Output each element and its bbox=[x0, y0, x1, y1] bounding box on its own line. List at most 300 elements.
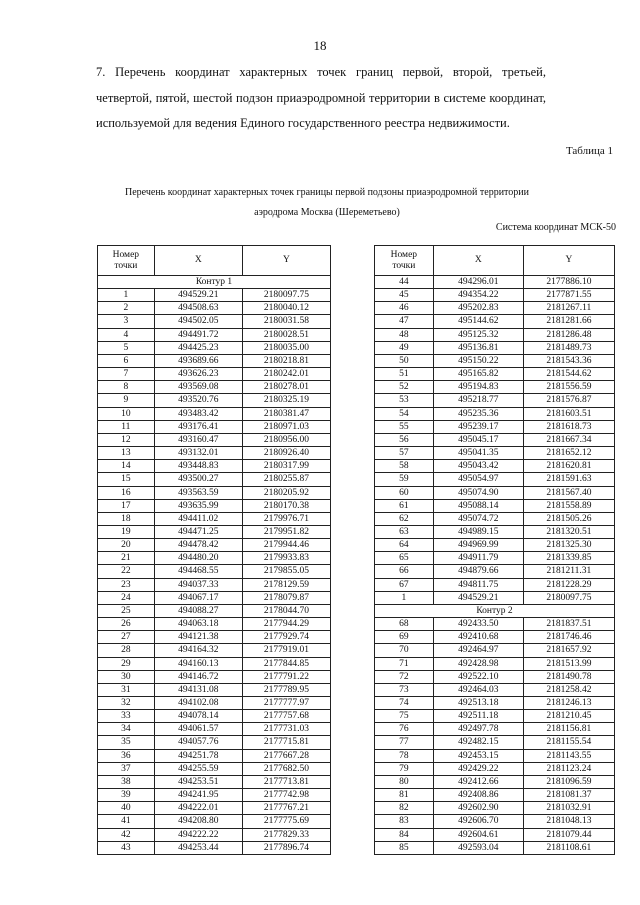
x-coordinate-cell: 494208.80 bbox=[154, 815, 242, 828]
y-coordinate-cell: 2177886.10 bbox=[523, 276, 614, 289]
table-row bbox=[375, 341, 615, 354]
y-coordinate-cell: 2181228.29 bbox=[523, 578, 614, 591]
point-number-cell: 41 bbox=[98, 815, 155, 828]
y-coordinate-cell: 2180028.51 bbox=[242, 328, 330, 341]
table-row bbox=[98, 394, 331, 407]
point-number-cell: 52 bbox=[375, 381, 434, 394]
point-number-cell: 47 bbox=[375, 315, 434, 328]
x-coordinate-cell: 492606.70 bbox=[433, 815, 523, 828]
x-coordinate-cell: 492497.78 bbox=[433, 723, 523, 736]
point-number-cell: 58 bbox=[375, 460, 434, 473]
x-coordinate-cell: 492433.50 bbox=[433, 618, 523, 631]
table-header-row bbox=[98, 246, 331, 276]
point-number-cell: 45 bbox=[375, 289, 434, 302]
point-number-cell: 55 bbox=[375, 420, 434, 433]
table-row bbox=[98, 604, 331, 617]
contour-row bbox=[375, 604, 615, 617]
point-number-cell: 60 bbox=[375, 486, 434, 499]
y-coordinate-cell: 2181576.87 bbox=[523, 394, 614, 407]
table-body bbox=[98, 276, 331, 855]
point-number-cell: 83 bbox=[375, 815, 434, 828]
point-number-cell: 82 bbox=[375, 802, 434, 815]
point-number-cell: 56 bbox=[375, 433, 434, 446]
table-row bbox=[98, 368, 331, 381]
x-coordinate-cell: 493448.83 bbox=[154, 460, 242, 473]
table-caption bbox=[92, 183, 562, 223]
table-row bbox=[98, 789, 331, 802]
x-coordinate-cell: 495136.81 bbox=[433, 341, 523, 354]
x-coordinate-cell: 494253.51 bbox=[154, 775, 242, 788]
point-number-cell: 1 bbox=[98, 289, 155, 302]
table-row bbox=[98, 328, 331, 341]
point-number-cell: 69 bbox=[375, 631, 434, 644]
section-heading bbox=[96, 60, 546, 137]
table-row bbox=[375, 328, 615, 341]
x-coordinate-cell: 493483.42 bbox=[154, 407, 242, 420]
table-row bbox=[98, 618, 331, 631]
x-coordinate-cell: 495054.97 bbox=[433, 473, 523, 486]
table-row bbox=[375, 802, 615, 815]
x-coordinate-cell: 494061.57 bbox=[154, 723, 242, 736]
x-coordinate-cell: 494529.21 bbox=[154, 289, 242, 302]
x-coordinate-cell: 494037.33 bbox=[154, 578, 242, 591]
point-number-cell: 46 bbox=[375, 302, 434, 315]
point-number-cell: 34 bbox=[98, 723, 155, 736]
point-number-cell: 65 bbox=[375, 552, 434, 565]
coordinate-system-label: Система координат МСК-50 bbox=[495, 222, 616, 233]
point-number-cell: 2 bbox=[98, 302, 155, 315]
table-row bbox=[375, 460, 615, 473]
y-coordinate-cell: 2177929.74 bbox=[242, 631, 330, 644]
table-row bbox=[98, 802, 331, 815]
y-coordinate-cell: 2181123.24 bbox=[523, 762, 614, 775]
x-coordinate-cell: 495235.36 bbox=[433, 407, 523, 420]
x-coordinate-cell: 492464.97 bbox=[433, 644, 523, 657]
x-coordinate-cell: 494911.79 bbox=[433, 552, 523, 565]
table-row bbox=[98, 710, 331, 723]
point-number-cell: 7 bbox=[98, 368, 155, 381]
table-row bbox=[98, 841, 331, 854]
point-number-cell: 30 bbox=[98, 670, 155, 683]
y-coordinate-cell: 2180040.12 bbox=[242, 302, 330, 315]
table-row bbox=[375, 657, 615, 670]
point-number-cell: 17 bbox=[98, 499, 155, 512]
point-number-cell: 70 bbox=[375, 644, 434, 657]
x-coordinate-cell: 494468.55 bbox=[154, 565, 242, 578]
x-coordinate-cell: 493520.76 bbox=[154, 394, 242, 407]
y-coordinate-cell: 2181267.11 bbox=[523, 302, 614, 315]
table-row bbox=[98, 631, 331, 644]
x-coordinate-cell: 494253.44 bbox=[154, 841, 242, 854]
point-number-cell: 48 bbox=[375, 328, 434, 341]
table-body bbox=[375, 276, 615, 855]
point-number-cell: 73 bbox=[375, 683, 434, 696]
y-coordinate-cell: 2177919.01 bbox=[242, 644, 330, 657]
header-y: Y bbox=[523, 246, 614, 276]
x-coordinate-cell: 494057.76 bbox=[154, 736, 242, 749]
table-row bbox=[98, 473, 331, 486]
x-coordinate-cell: 492604.61 bbox=[433, 828, 523, 841]
y-coordinate-cell: 2181339.85 bbox=[523, 552, 614, 565]
point-number-cell: 68 bbox=[375, 618, 434, 631]
y-coordinate-cell: 2181320.51 bbox=[523, 525, 614, 538]
y-coordinate-cell: 2180255.87 bbox=[242, 473, 330, 486]
point-number-cell: 63 bbox=[375, 525, 434, 538]
table-row bbox=[98, 723, 331, 736]
y-coordinate-cell: 2181544.62 bbox=[523, 368, 614, 381]
table-row bbox=[98, 775, 331, 788]
y-coordinate-cell: 2181286.48 bbox=[523, 328, 614, 341]
y-coordinate-cell: 2181079.44 bbox=[523, 828, 614, 841]
table-row bbox=[375, 447, 615, 460]
table-row bbox=[375, 368, 615, 381]
x-coordinate-cell: 495043.42 bbox=[433, 460, 523, 473]
point-number-cell: 59 bbox=[375, 473, 434, 486]
table-row bbox=[375, 710, 615, 723]
y-coordinate-cell: 2177844.85 bbox=[242, 657, 330, 670]
y-coordinate-cell: 2181746.46 bbox=[523, 631, 614, 644]
contour-label: Контур 1 bbox=[98, 276, 331, 289]
table-row bbox=[375, 499, 615, 512]
point-number-cell: 15 bbox=[98, 473, 155, 486]
y-coordinate-cell: 2180035.00 bbox=[242, 341, 330, 354]
y-coordinate-cell: 2181081.37 bbox=[523, 789, 614, 802]
table-row bbox=[98, 670, 331, 683]
y-coordinate-cell: 2180097.75 bbox=[242, 289, 330, 302]
point-number-cell: 29 bbox=[98, 657, 155, 670]
table-row bbox=[98, 762, 331, 775]
point-number-cell: 66 bbox=[375, 565, 434, 578]
y-coordinate-cell: 2181490.78 bbox=[523, 670, 614, 683]
x-coordinate-cell: 494354.22 bbox=[433, 289, 523, 302]
point-number-cell: 53 bbox=[375, 394, 434, 407]
table-row bbox=[98, 433, 331, 446]
table-row bbox=[375, 723, 615, 736]
x-coordinate-cell: 494160.13 bbox=[154, 657, 242, 670]
table-row bbox=[98, 381, 331, 394]
point-number-cell: 31 bbox=[98, 683, 155, 696]
y-coordinate-cell: 2181281.66 bbox=[523, 315, 614, 328]
table-header-row bbox=[375, 246, 615, 276]
x-coordinate-cell: 494222.01 bbox=[154, 802, 242, 815]
x-coordinate-cell: 492593.04 bbox=[433, 841, 523, 854]
table-row bbox=[375, 762, 615, 775]
point-number-cell: 21 bbox=[98, 552, 155, 565]
x-coordinate-cell: 494480.20 bbox=[154, 552, 242, 565]
table-row bbox=[98, 447, 331, 460]
table-row bbox=[98, 539, 331, 552]
table-row bbox=[98, 302, 331, 315]
y-coordinate-cell: 2181603.51 bbox=[523, 407, 614, 420]
table-row bbox=[98, 341, 331, 354]
table-row bbox=[98, 657, 331, 670]
x-coordinate-cell: 494078.14 bbox=[154, 710, 242, 723]
y-coordinate-cell: 2178044.70 bbox=[242, 604, 330, 617]
table-row bbox=[375, 473, 615, 486]
y-coordinate-cell: 2181652.12 bbox=[523, 447, 614, 460]
y-coordinate-cell: 2180381.47 bbox=[242, 407, 330, 420]
table-row bbox=[375, 486, 615, 499]
caption-line: Перечень координат характерных точек границы первой подзоны приаэродромной территории bbox=[125, 187, 529, 198]
y-coordinate-cell: 2179933.83 bbox=[242, 552, 330, 565]
coordinates-table-right bbox=[374, 245, 615, 855]
point-number-cell: 10 bbox=[98, 407, 155, 420]
point-number-cell: 11 bbox=[98, 420, 155, 433]
x-coordinate-cell: 495202.83 bbox=[433, 302, 523, 315]
y-coordinate-cell: 2179951.82 bbox=[242, 525, 330, 538]
point-number-cell: 74 bbox=[375, 697, 434, 710]
x-coordinate-cell: 494425.23 bbox=[154, 341, 242, 354]
point-number-cell: 43 bbox=[98, 841, 155, 854]
table-row bbox=[375, 815, 615, 828]
header-x: X bbox=[154, 246, 242, 276]
y-coordinate-cell: 2179855.05 bbox=[242, 565, 330, 578]
x-coordinate-cell: 492429.22 bbox=[433, 762, 523, 775]
x-coordinate-cell: 494131.08 bbox=[154, 683, 242, 696]
y-coordinate-cell: 2181032.91 bbox=[523, 802, 614, 815]
y-coordinate-cell: 2181657.92 bbox=[523, 644, 614, 657]
table-row bbox=[375, 683, 615, 696]
point-number-cell: 54 bbox=[375, 407, 434, 420]
point-number-cell: 23 bbox=[98, 578, 155, 591]
point-number-cell: 16 bbox=[98, 486, 155, 499]
x-coordinate-cell: 495088.14 bbox=[433, 499, 523, 512]
y-coordinate-cell: 2181620.81 bbox=[523, 460, 614, 473]
point-number-cell: 57 bbox=[375, 447, 434, 460]
y-coordinate-cell: 2177667.28 bbox=[242, 749, 330, 762]
y-coordinate-cell: 2177791.22 bbox=[242, 670, 330, 683]
x-coordinate-cell: 494478.42 bbox=[154, 539, 242, 552]
x-coordinate-cell: 494121.38 bbox=[154, 631, 242, 644]
y-coordinate-cell: 2181591.63 bbox=[523, 473, 614, 486]
header-y: Y bbox=[242, 246, 330, 276]
y-coordinate-cell: 2181556.59 bbox=[523, 381, 614, 394]
y-coordinate-cell: 2180170.38 bbox=[242, 499, 330, 512]
table-row bbox=[375, 407, 615, 420]
point-number-cell: 35 bbox=[98, 736, 155, 749]
x-coordinate-cell: 494164.32 bbox=[154, 644, 242, 657]
coordinates-table-left bbox=[97, 245, 331, 855]
table-row bbox=[98, 683, 331, 696]
x-coordinate-cell: 493569.08 bbox=[154, 381, 242, 394]
table-row bbox=[375, 578, 615, 591]
point-number-cell: 62 bbox=[375, 512, 434, 525]
point-number-cell: 72 bbox=[375, 670, 434, 683]
table-row bbox=[375, 749, 615, 762]
table-row bbox=[98, 420, 331, 433]
x-coordinate-cell: 494102.08 bbox=[154, 697, 242, 710]
point-number-cell: 37 bbox=[98, 762, 155, 775]
point-number-cell: 14 bbox=[98, 460, 155, 473]
heading-line: четвертой, пятой, шестой подзон приаэродромной территории в системе координат, bbox=[96, 90, 546, 105]
x-coordinate-cell: 492453.15 bbox=[433, 749, 523, 762]
y-coordinate-cell: 2181258.42 bbox=[523, 683, 614, 696]
table-row bbox=[98, 815, 331, 828]
x-coordinate-cell: 495165.82 bbox=[433, 368, 523, 381]
point-number-cell: 26 bbox=[98, 618, 155, 631]
y-coordinate-cell: 2181210.45 bbox=[523, 710, 614, 723]
x-coordinate-cell: 494471.25 bbox=[154, 525, 242, 538]
table-row bbox=[98, 578, 331, 591]
y-coordinate-cell: 2181505.26 bbox=[523, 512, 614, 525]
y-coordinate-cell: 2180242.01 bbox=[242, 368, 330, 381]
x-coordinate-cell: 494088.27 bbox=[154, 604, 242, 617]
y-coordinate-cell: 2180926.40 bbox=[242, 447, 330, 460]
point-number-cell: 50 bbox=[375, 354, 434, 367]
table-row bbox=[98, 460, 331, 473]
y-coordinate-cell: 2180325.19 bbox=[242, 394, 330, 407]
table-row bbox=[375, 591, 615, 604]
table-row bbox=[98, 407, 331, 420]
y-coordinate-cell: 2181143.55 bbox=[523, 749, 614, 762]
x-coordinate-cell: 495074.90 bbox=[433, 486, 523, 499]
table-row bbox=[375, 539, 615, 552]
y-coordinate-cell: 2181108.61 bbox=[523, 841, 614, 854]
y-coordinate-cell: 2177944.29 bbox=[242, 618, 330, 631]
heading-line: используемой для ведения Единого государственного реестра недвижимости. bbox=[96, 116, 510, 130]
table-row bbox=[375, 276, 615, 289]
y-coordinate-cell: 2181489.73 bbox=[523, 341, 614, 354]
x-coordinate-cell: 493563.59 bbox=[154, 486, 242, 499]
table-row bbox=[375, 789, 615, 802]
x-coordinate-cell: 495074.72 bbox=[433, 512, 523, 525]
x-coordinate-cell: 494529.21 bbox=[433, 591, 523, 604]
x-coordinate-cell: 495125.32 bbox=[433, 328, 523, 341]
table-row bbox=[98, 486, 331, 499]
table-row bbox=[375, 315, 615, 328]
y-coordinate-cell: 2180278.01 bbox=[242, 381, 330, 394]
y-coordinate-cell: 2180956.00 bbox=[242, 433, 330, 446]
table-row bbox=[375, 841, 615, 854]
y-coordinate-cell: 2181211.31 bbox=[523, 565, 614, 578]
x-coordinate-cell: 494251.78 bbox=[154, 749, 242, 762]
x-coordinate-cell: 493176.41 bbox=[154, 420, 242, 433]
x-coordinate-cell: 495144.62 bbox=[433, 315, 523, 328]
y-coordinate-cell: 2181543.36 bbox=[523, 354, 614, 367]
y-coordinate-cell: 2177775.69 bbox=[242, 815, 330, 828]
point-number-cell: 80 bbox=[375, 775, 434, 788]
x-coordinate-cell: 495218.77 bbox=[433, 394, 523, 407]
x-coordinate-cell: 494969.99 bbox=[433, 539, 523, 552]
y-coordinate-cell: 2180031.58 bbox=[242, 315, 330, 328]
point-number-cell: 77 bbox=[375, 736, 434, 749]
x-coordinate-cell: 494063.18 bbox=[154, 618, 242, 631]
y-coordinate-cell: 2181567.40 bbox=[523, 486, 614, 499]
table-row bbox=[98, 828, 331, 841]
page-number: 18 bbox=[313, 38, 327, 53]
y-coordinate-cell: 2180097.75 bbox=[523, 591, 614, 604]
point-number-cell: 12 bbox=[98, 433, 155, 446]
y-coordinate-cell: 2179944.46 bbox=[242, 539, 330, 552]
x-coordinate-cell: 492511.18 bbox=[433, 710, 523, 723]
table-row bbox=[375, 394, 615, 407]
y-coordinate-cell: 2181667.34 bbox=[523, 433, 614, 446]
x-coordinate-cell: 493635.99 bbox=[154, 499, 242, 512]
table-row bbox=[375, 354, 615, 367]
x-coordinate-cell: 493500.27 bbox=[154, 473, 242, 486]
point-number-cell: 13 bbox=[98, 447, 155, 460]
y-coordinate-cell: 2179976.71 bbox=[242, 512, 330, 525]
y-coordinate-cell: 2177829.33 bbox=[242, 828, 330, 841]
table-row bbox=[98, 512, 331, 525]
table-row bbox=[375, 512, 615, 525]
point-number-cell: 33 bbox=[98, 710, 155, 723]
x-coordinate-cell: 494241.95 bbox=[154, 789, 242, 802]
table-row bbox=[375, 433, 615, 446]
table-row bbox=[375, 525, 615, 538]
point-number-cell: 49 bbox=[375, 341, 434, 354]
x-coordinate-cell: 494879.66 bbox=[433, 565, 523, 578]
point-number-cell: 51 bbox=[375, 368, 434, 381]
x-coordinate-cell: 494067.17 bbox=[154, 591, 242, 604]
x-coordinate-cell: 495239.17 bbox=[433, 420, 523, 433]
y-coordinate-cell: 2181558.89 bbox=[523, 499, 614, 512]
point-number-cell: 5 bbox=[98, 341, 155, 354]
point-number-cell: 84 bbox=[375, 828, 434, 841]
point-number-cell: 18 bbox=[98, 512, 155, 525]
table-row bbox=[98, 565, 331, 578]
x-coordinate-cell: 494411.02 bbox=[154, 512, 242, 525]
x-coordinate-cell: 492464.03 bbox=[433, 683, 523, 696]
y-coordinate-cell: 2181513.99 bbox=[523, 657, 614, 670]
x-coordinate-cell: 492522.10 bbox=[433, 670, 523, 683]
x-coordinate-cell: 494222.22 bbox=[154, 828, 242, 841]
point-number-cell: 25 bbox=[98, 604, 155, 617]
point-number-cell: 64 bbox=[375, 539, 434, 552]
point-number-cell: 22 bbox=[98, 565, 155, 578]
x-coordinate-cell: 492428.98 bbox=[433, 657, 523, 670]
point-number-cell: 19 bbox=[98, 525, 155, 538]
table-row bbox=[375, 302, 615, 315]
table-row bbox=[98, 644, 331, 657]
x-coordinate-cell: 495194.83 bbox=[433, 381, 523, 394]
point-number-cell: 71 bbox=[375, 657, 434, 670]
point-number-cell: 24 bbox=[98, 591, 155, 604]
y-coordinate-cell: 2177731.03 bbox=[242, 723, 330, 736]
point-number-cell: 61 bbox=[375, 499, 434, 512]
x-coordinate-cell: 495041.35 bbox=[433, 447, 523, 460]
point-number-cell: 36 bbox=[98, 749, 155, 762]
x-coordinate-cell: 494502.05 bbox=[154, 315, 242, 328]
y-coordinate-cell: 2180971.03 bbox=[242, 420, 330, 433]
x-coordinate-cell: 494811.75 bbox=[433, 578, 523, 591]
y-coordinate-cell: 2181325.30 bbox=[523, 539, 614, 552]
x-coordinate-cell: 494491.72 bbox=[154, 328, 242, 341]
y-coordinate-cell: 2177715.81 bbox=[242, 736, 330, 749]
x-coordinate-cell: 493626.23 bbox=[154, 368, 242, 381]
table-row bbox=[375, 670, 615, 683]
point-number-cell: 78 bbox=[375, 749, 434, 762]
point-number-cell: 8 bbox=[98, 381, 155, 394]
point-number-cell: 20 bbox=[98, 539, 155, 552]
point-number-cell: 39 bbox=[98, 789, 155, 802]
y-coordinate-cell: 2177767.21 bbox=[242, 802, 330, 815]
point-number-cell: 27 bbox=[98, 631, 155, 644]
y-coordinate-cell: 2181155.54 bbox=[523, 736, 614, 749]
x-coordinate-cell: 494296.01 bbox=[433, 276, 523, 289]
heading-line: 7. Перечень координат характерных точек границ первой, второй, третьей, bbox=[96, 65, 546, 79]
caption-line: аэродрома Москва (Шереметьево) bbox=[254, 207, 400, 218]
y-coordinate-cell: 2177777.97 bbox=[242, 697, 330, 710]
point-number-cell: 67 bbox=[375, 578, 434, 591]
point-number-cell: 75 bbox=[375, 710, 434, 723]
x-coordinate-cell: 495045.17 bbox=[433, 433, 523, 446]
point-number-cell: 32 bbox=[98, 697, 155, 710]
point-number-cell: 85 bbox=[375, 841, 434, 854]
header-point-number: Номер точки bbox=[375, 246, 434, 276]
x-coordinate-cell: 492482.15 bbox=[433, 736, 523, 749]
table-row bbox=[375, 552, 615, 565]
